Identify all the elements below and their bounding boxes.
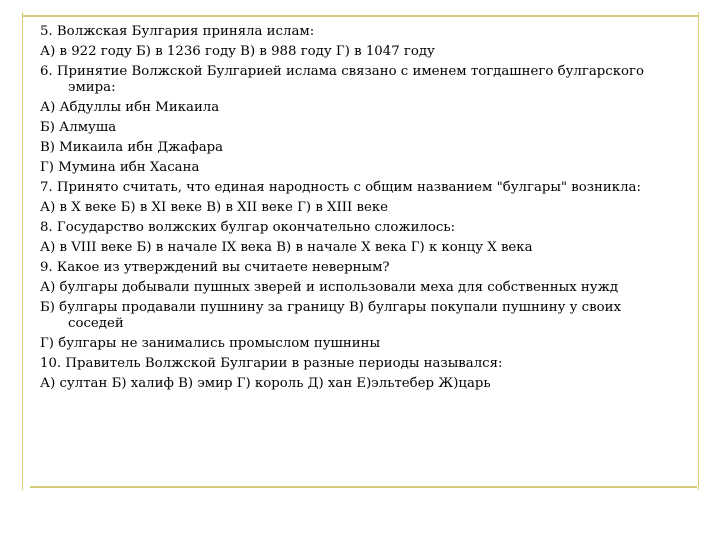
question-9: 9. Какое из утверждений вы считаете неверным?	[40, 260, 390, 275]
answer-6d: Г) Мумина ибн Хасана	[40, 160, 200, 175]
quiz-text	[40, 22, 680, 394]
answer-6c: В) Микаила ибн Джафара	[40, 140, 224, 155]
answers-8: А) в VIII веке Б) в начале IX века В) в начале Х века Г) к концу Х века	[40, 240, 533, 255]
top-rule	[22, 15, 699, 17]
question-6: 6. Принятие Волжской Булгарией ислама связано с именем тогдашнего булгарского эмира:	[40, 64, 645, 95]
answer-9bc: Б) булгары продавали пушнину за границу В) булгары покупали пушнину у своих соседей	[40, 300, 621, 331]
answers-10: А) султан Б) халиф В) эмир Г) король Д) хан Е)эльтебер Ж)царь	[40, 376, 491, 391]
answers-5: А) в 922 году Б) в 1236 году В) в 988 году Г) в 1047 году	[40, 44, 435, 59]
answer-9a: А) булгары добывали пушных зверей и использовали меха для собственных нужд	[40, 280, 619, 295]
question-8: 8. Государство волжских булгар окончательно сложилось:	[40, 220, 456, 235]
bottom-rule	[30, 486, 697, 488]
question-7: 7. Принято считать, что единая народность с общим названием "булгары" возникла:	[40, 180, 641, 195]
answer-6a: А) Абдуллы ибн Микаила	[40, 100, 220, 115]
question-5: 5. Волжская Булгария приняла ислам:	[40, 24, 315, 39]
answer-9d: Г) булгары не занимались промыслом пушнины	[40, 336, 381, 351]
answer-6b: Б) Алмуша	[40, 120, 117, 135]
answers-7: А) в Х веке Б) в ХI веке В) в ХII веке Г) в ХIII веке	[40, 200, 389, 215]
question-10: 10. Правитель Волжской Булгарии в разные периоды назывался:	[40, 356, 503, 371]
